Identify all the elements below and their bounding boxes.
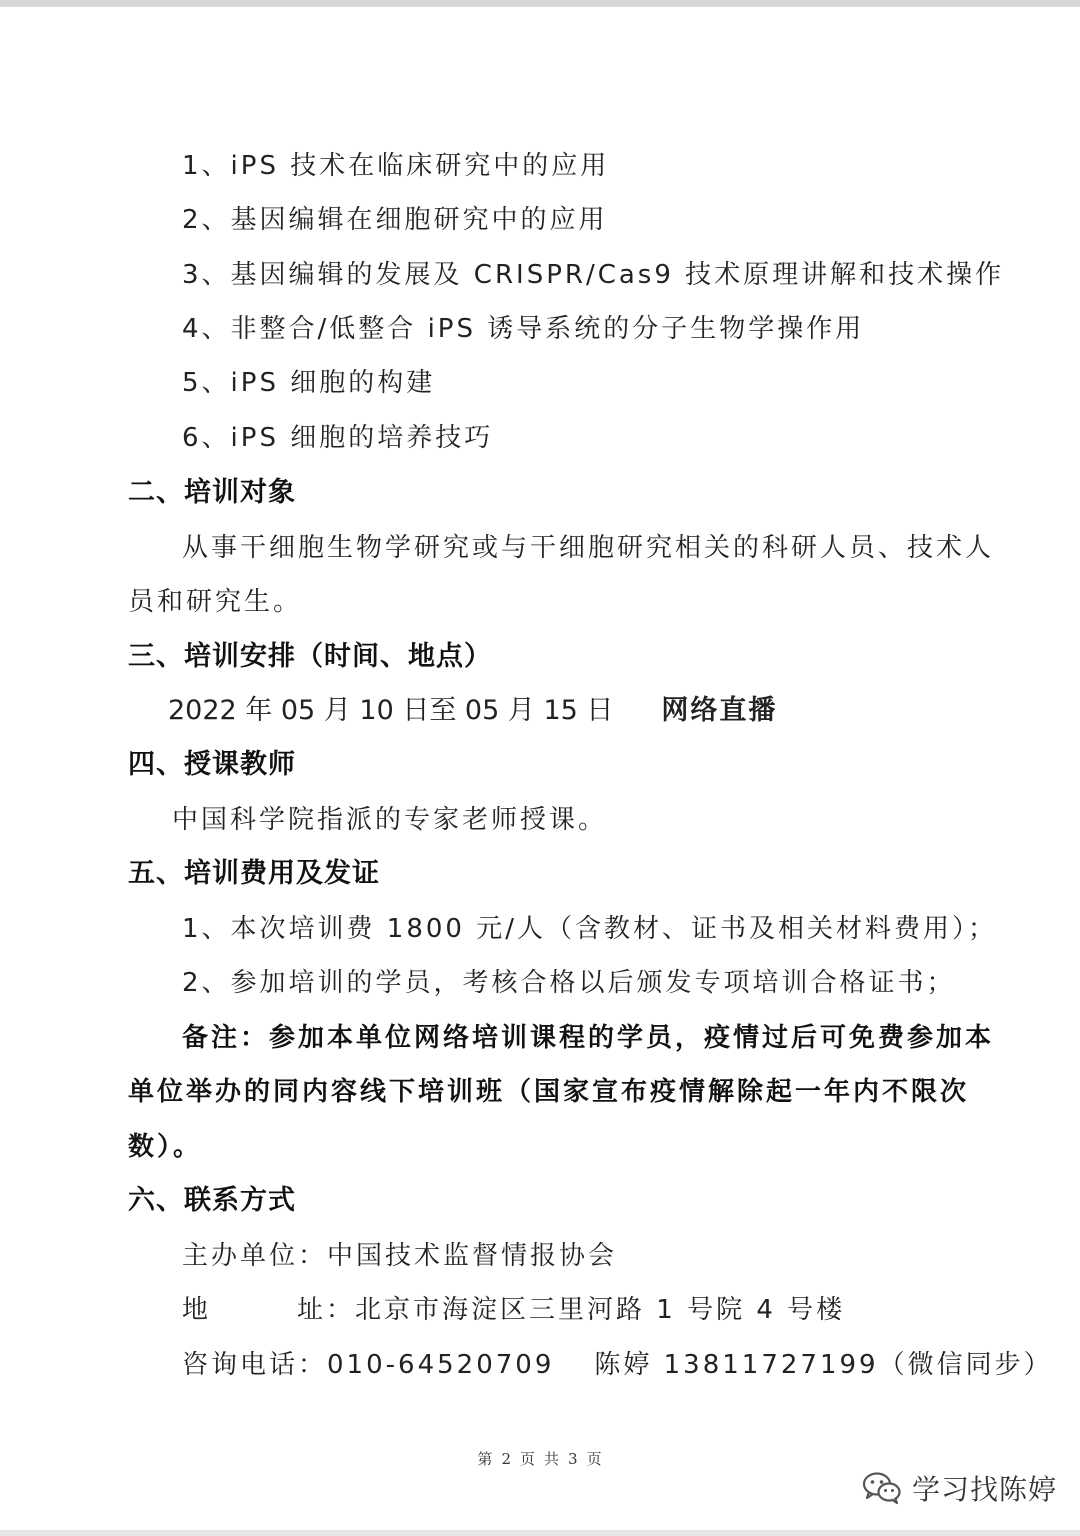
section-heading-fee: 五、培训费用及发证 <box>128 858 380 889</box>
page-current: 2 <box>501 1450 512 1468</box>
list-item: 6、iPS 细胞的培养技巧 <box>182 423 494 453</box>
page-text: 页 <box>519 1450 536 1468</box>
organizer-line <box>182 1239 617 1273</box>
address-label-b: 址： <box>297 1295 356 1325</box>
organizer-name: 中国技术监督情报协会 <box>327 1241 618 1271</box>
watermark <box>862 1468 1057 1508</box>
list-item: 4、非整合/低整合 iPS 诱导系统的分子生物学操作用 <box>182 314 865 344</box>
page-number <box>0 1448 1080 1469</box>
list-item: 2、基因编辑在细胞研究中的应用 <box>182 205 608 235</box>
list-item: 3、基因编辑的发展及 CRISPR/Cas9 技术原理讲解和技术操作 <box>182 260 1005 290</box>
schedule-line <box>168 694 777 728</box>
certificate-text: 2、参加培训的学员，考核合格以后颁发专项培训合格证书； <box>182 968 956 998</box>
phone-label: 咨询电话： <box>182 1350 328 1380</box>
section-heading-teacher: 四、授课教师 <box>128 749 296 780</box>
wechat-icon <box>862 1471 902 1505</box>
audience-text-line1: 从事干细胞生物学研究或与干细胞研究相关的科研人员、技术人 <box>182 533 995 563</box>
organizer-label: 主办单位： <box>182 1241 328 1271</box>
section-heading-audience: 二、培训对象 <box>128 477 296 508</box>
page-total: 3 <box>568 1450 579 1468</box>
watermark-text: 学习找陈婷 <box>912 1473 1058 1506</box>
teacher-text: 中国科学院指派的专家老师授课。 <box>172 805 608 835</box>
address-line <box>182 1293 845 1327</box>
contact-person: 陈婷 13811727199（微信同步） <box>594 1350 1053 1380</box>
note-line1: 备注：参加本单位网络培训课程的学员，疫情过后可免费参加本 <box>182 1023 995 1053</box>
section-heading-contact: 六、联系方式 <box>128 1185 296 1216</box>
address-label-a: 地 <box>182 1295 212 1325</box>
note-line2: 单位举办的同内容线下培训班（国家宣布疫情解除起一年内不限次 <box>128 1077 970 1107</box>
audience-text-line2: 员和研究生。 <box>128 587 303 617</box>
note-line3: 数）。 <box>128 1132 203 1162</box>
phone-line <box>182 1348 1053 1382</box>
page-text: 页 <box>586 1450 603 1468</box>
phone-number: 010-64520709 <box>327 1350 555 1380</box>
top-border <box>0 0 1080 7</box>
list-item: 5、iPS 细胞的构建 <box>182 368 436 398</box>
page-text: 共 <box>544 1450 561 1468</box>
bottom-border <box>0 1530 1080 1536</box>
address-text: 北京市海淀区三里河路 1 号院 4 号楼 <box>355 1295 846 1325</box>
list-item: 1、iPS 技术在临床研究中的应用 <box>182 151 610 181</box>
section-heading-schedule: 三、培训安排（时间、地点） <box>128 641 492 672</box>
schedule-location: 网络直播 <box>661 695 778 726</box>
page-text: 第 <box>477 1450 494 1468</box>
schedule-date: 2022 年 05 月 10 日至 05 月 15 日 <box>168 695 614 726</box>
fee-text: 1、本次培训费 1800 元/人（含教材、证书及相关材料费用）； <box>182 914 997 944</box>
